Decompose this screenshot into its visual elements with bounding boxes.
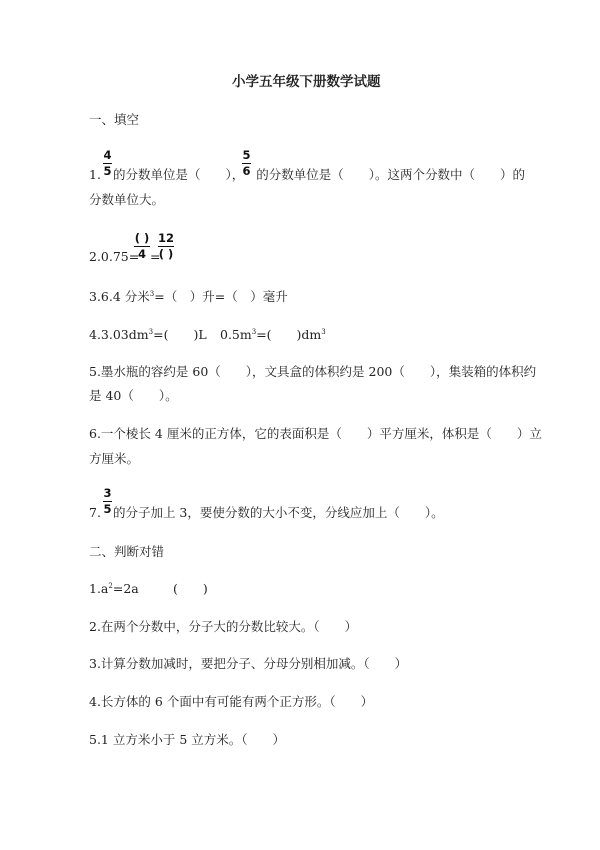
fraction-denominator: 5: [103, 502, 112, 516]
question-4: [89, 327, 207, 343]
question-6-line2: 方厘米。: [89, 451, 140, 466]
fraction-denominator: ( ): [158, 247, 174, 261]
question-text: =（ ）升=（ ）毫升: [154, 289, 288, 304]
question-5-line2: 是 40（ ）。: [89, 388, 178, 403]
fraction-5-6: [242, 149, 251, 178]
tf-question-3: 3.计算分数加减时，要把分子、分母分别相加减。（ ）: [89, 656, 408, 671]
tf-question-4: 4.长方体的 6 个面中有可能有两个正方形。（ ）: [89, 694, 374, 709]
question-text: [89, 502, 444, 521]
fraction-numerator: 3: [103, 486, 112, 500]
superscript-cube: 3: [148, 328, 154, 336]
section-heading-fill-blank: 一、填空: [89, 112, 140, 127]
question-number: 1.: [89, 167, 101, 182]
question-text: =( )L: [153, 327, 207, 342]
question-text-part: 的分数单位是（ ），: [112, 167, 245, 182]
tf-question-1-answer-blank: ( ): [173, 581, 208, 596]
fraction-numerator: 5: [242, 148, 251, 162]
fraction-denominator: 5: [103, 164, 112, 178]
tf-question-2: 2.在两个分数中，分子大的分数比较大。（ ）: [89, 619, 358, 634]
question-text-line2: 分数单位大。: [89, 192, 165, 207]
section-heading-true-false: 二、判断对错: [89, 544, 165, 559]
page-title: 小学五年级下册数学试题: [232, 74, 381, 90]
tf-question-1: [89, 581, 139, 597]
question-text: 0.5m: [220, 327, 252, 342]
question-5-line1: 5.墨水瓶的容约是 60（ ），文具盒的体积约是 200（ ），集装箱的体积约: [89, 364, 537, 379]
fraction-denominator: 4: [137, 247, 146, 261]
superscript-cube: 3: [321, 328, 326, 336]
question-text: 3.6.4 分米: [89, 289, 150, 304]
question-text: [89, 164, 525, 183]
question-text-part: 的分子加上 3，要使分数的大小不变，分线应加上（ ）。: [112, 505, 444, 520]
question-3: [89, 289, 288, 305]
question-text-part: 的分数单位是（ ）。这两个分数中（ ）的: [256, 167, 525, 182]
fraction-numerator: 12: [158, 231, 175, 245]
fraction-12-over-blank: [158, 232, 174, 261]
question-4-part-b: [220, 327, 326, 343]
superscript-cube: 3: [251, 328, 257, 336]
equals-sign: =: [150, 249, 161, 264]
tf-question-5: 5.1 立方米小于 5 立方米。（ ）: [89, 732, 286, 747]
superscript-cube: 3: [149, 290, 155, 298]
question-text: 2.0.75=: [89, 249, 140, 264]
fraction-numerator: 4: [103, 148, 112, 162]
question-text: =2a: [112, 581, 139, 596]
fraction-numerator: ( ): [134, 231, 150, 245]
question-text: 1.a: [89, 581, 109, 596]
question-text: =( )dm: [256, 327, 322, 342]
question-6-line1: 6.一个棱长 4 厘米的正方体，它的表面积是（ ）平方厘米，体积是（ ）立: [89, 426, 542, 441]
fraction-blank-over-4: [134, 232, 150, 261]
superscript-square: 2: [108, 582, 113, 590]
question-number: 7.: [89, 505, 101, 520]
question-text: 4.3.03dm: [89, 327, 149, 342]
fraction-denominator: 6: [242, 164, 251, 178]
